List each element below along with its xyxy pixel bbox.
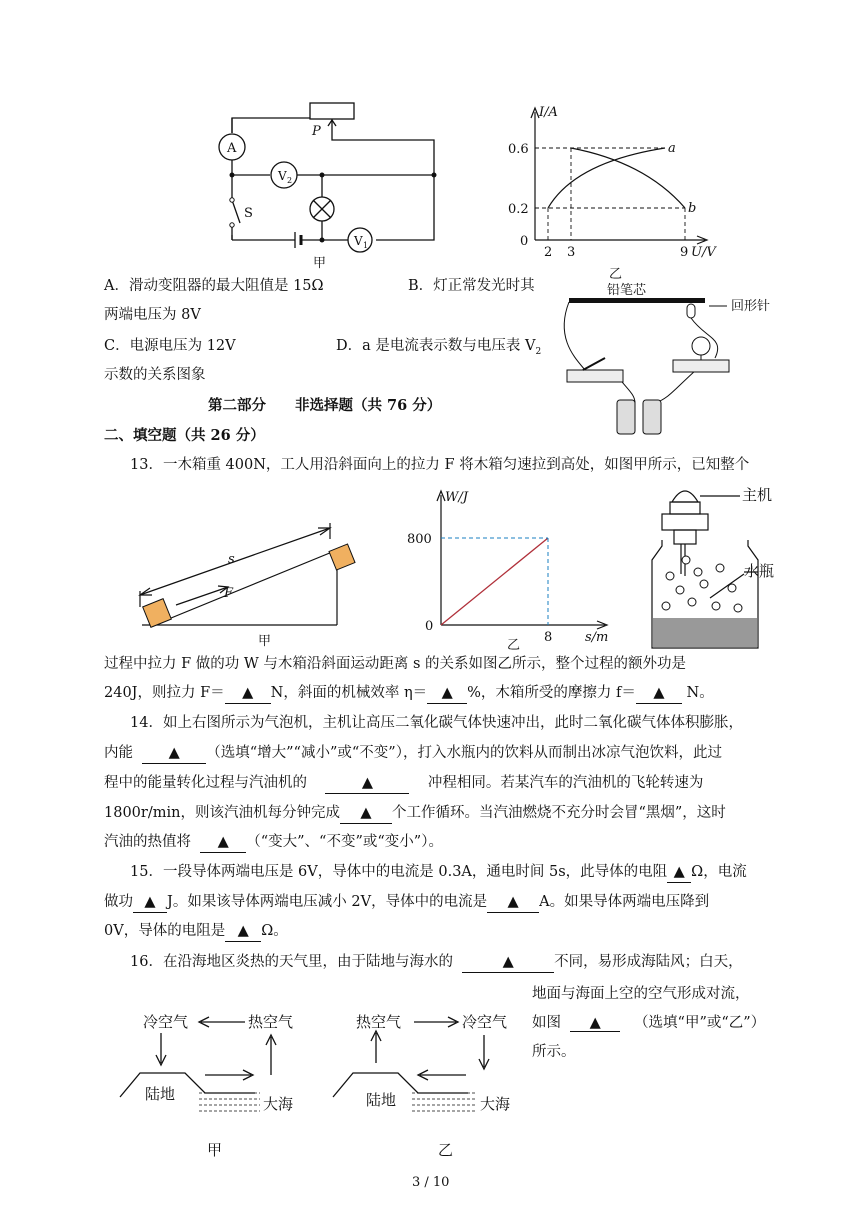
v2-sub: 2	[287, 176, 293, 185]
fig-b-land: 陆地	[366, 1091, 397, 1109]
section2-title: 二、填空题（共 26 分）	[104, 427, 265, 444]
q15-line2: 做功 ▲ J。如果该导体两端电压减小 2V，导体中的电流是 ▲ A。如果导体两端电压降到	[104, 892, 709, 913]
blank-specific-heat[interactable]: ▲	[462, 952, 554, 973]
host-label: 主机	[742, 486, 773, 504]
iu-xlabel: U/V	[691, 245, 716, 260]
q14-line2: 内能 ▲ （选填“增大”“减小”或“不变”），打入水瓶内的饮料从而制出冰凉气泡饮料，此过	[104, 743, 722, 764]
circuit-caption: 甲	[313, 256, 327, 271]
incline-caption: 甲	[258, 634, 272, 649]
fig-b-sea: 大海	[480, 1095, 511, 1113]
blank-work[interactable]: ▲	[133, 892, 167, 913]
blank-cycles[interactable]: ▲	[340, 803, 392, 824]
switch-label: S	[244, 206, 253, 221]
fig-a-land: 陆地	[145, 1085, 176, 1103]
fig-a-hot-air: 热空气	[248, 1013, 294, 1031]
q13-line1: 13．一木箱重 400N，工人用沿斜面向上的拉力 F 将木箱匀速拉到高处，如图甲所示，已知整个	[130, 457, 750, 473]
incline-f-label: F	[224, 586, 234, 601]
circuit-diagram	[200, 95, 460, 275]
v1-sub: 1	[363, 241, 369, 250]
clip-label: 回形针	[731, 299, 771, 314]
v1-label: V	[354, 234, 363, 248]
q12-option-a: A．滑动变阻器的最大阻值是 15Ω	[104, 278, 324, 294]
blank-heat-value[interactable]: ▲	[200, 832, 246, 853]
ws-ylabel: W/J	[445, 490, 468, 505]
blank-efficiency[interactable]: ▲	[427, 683, 467, 704]
slider-label: P	[312, 124, 321, 139]
q16-line1: 16．在沿海地区炎热的天气里，由于陆地与海水的 ▲ 不同，易形成海陆风；白天，	[130, 952, 743, 973]
iu-ytick-0.2: 0.2	[508, 202, 529, 217]
q14-line4: 1800r/min，则该汽油机每分钟完成 ▲ 个工作循环。当汽油燃烧不充分时会冒“黑烟”，这时	[104, 803, 726, 824]
fig-a-caption: 甲	[207, 1141, 223, 1159]
q12-option-d-cont: 示数的关系图象	[104, 367, 206, 383]
iu-xtick-3: 3	[567, 245, 576, 260]
blank-friction[interactable]: ▲	[636, 683, 682, 704]
v2-label: V	[278, 169, 287, 183]
q13-line2: 过程中拉力 F 做的功 W 与木箱沿斜面运动距离 s 的关系如图乙所示，整个过程的额外功是	[104, 656, 687, 672]
blank-current[interactable]: ▲	[487, 892, 539, 913]
blank-figure-choice[interactable]: ▲	[570, 1015, 620, 1032]
q14-line3: 程中的能量转化过程与汽油机的 ▲ 冲程相同。若某汽车的汽油机的飞轮转速为	[104, 773, 703, 794]
sea-breeze-figure-b	[330, 1005, 530, 1165]
q16-line3: 如图 ▲ （选填“甲”或“乙”）	[532, 1015, 766, 1031]
ws-xtick: 8	[544, 630, 553, 645]
curve-b-label: b	[688, 201, 697, 216]
bubble-machine	[640, 478, 840, 653]
iu-xtick-2: 2	[544, 245, 553, 260]
iu-graph	[505, 100, 745, 280]
iu-caption: 乙	[609, 267, 623, 282]
q13-line3: 240J，则拉力 F＝ ▲ N，斜面的机械效率 η＝ ▲ %，木箱所受的摩擦力 f＝ ▲ N。	[104, 683, 714, 704]
q12-option-d: D．a 是电流表示数与电压表 $V_2$	[336, 338, 542, 357]
iu-origin: 0	[520, 234, 529, 249]
q12-option-b-cont: 两端电压为 8V	[104, 307, 201, 323]
q12-option-b: B．灯正常发光时其	[408, 278, 535, 294]
ws-origin: 0	[425, 619, 434, 634]
incline-diagram	[132, 515, 372, 650]
sea-breeze-figure-a	[115, 1005, 315, 1165]
iu-xtick-9: 9	[680, 245, 689, 260]
iu-ytick-0.6: 0.6	[508, 142, 529, 157]
blank-force[interactable]: ▲	[225, 683, 271, 704]
ammeter-label: A	[227, 141, 237, 156]
pencil-lead-label: 铅笔芯	[607, 283, 647, 298]
incline-s-label: s	[228, 552, 235, 567]
q12-option-c: C．电源电压为 12V	[104, 338, 236, 354]
page-number: 3 / 10	[412, 1175, 450, 1190]
ws-graph	[405, 485, 625, 655]
ws-xlabel: s/m	[585, 630, 609, 645]
q16-line4: 所示。	[532, 1044, 576, 1060]
ws-caption: 乙	[507, 638, 521, 653]
blank-resistance[interactable]: ▲	[667, 862, 691, 883]
q14-line1: 14．如上右图所示为气泡机，主机让高压二氧化碳气体快速冲出，此时二氧化碳气体体积膨胀，	[130, 715, 743, 731]
q15-line3: 0V，导体的电阻是 ▲ Ω。	[104, 921, 288, 942]
curve-a-label: a	[668, 141, 676, 156]
fig-b-caption: 乙	[438, 1141, 454, 1159]
blank-internal-energy[interactable]: ▲	[142, 743, 206, 764]
part2-title: 第二部分 非选择题（共 76 分）	[208, 397, 442, 414]
iu-ylabel: I/A	[539, 105, 558, 120]
fig-a-sea: 大海	[263, 1095, 294, 1113]
q15-line1: 15．一段导体两端电压是 6V，导体中的电流是 0.3A，通电时间 5s，此导体的电阻 ▲ Ω，电流	[130, 862, 747, 883]
bottle-label: 水瓶	[744, 562, 775, 580]
ws-ytick: 800	[407, 532, 432, 547]
fig-a-cold-air: 冷空气	[143, 1013, 189, 1031]
q16-line2: 地面与海面上空的空气形成对流，	[532, 986, 750, 1002]
q14-line5: 汽油的热值将 ▲ （“变大”、“不变”或“变小”）。	[104, 832, 443, 853]
fig-b-cold-air: 冷空气	[462, 1013, 508, 1031]
blank-resistance-0v[interactable]: ▲	[225, 921, 261, 942]
fig-b-hot-air: 热空气	[356, 1013, 402, 1031]
pencil-lead-circuit	[555, 278, 815, 443]
blank-stroke[interactable]: ▲	[325, 773, 409, 794]
